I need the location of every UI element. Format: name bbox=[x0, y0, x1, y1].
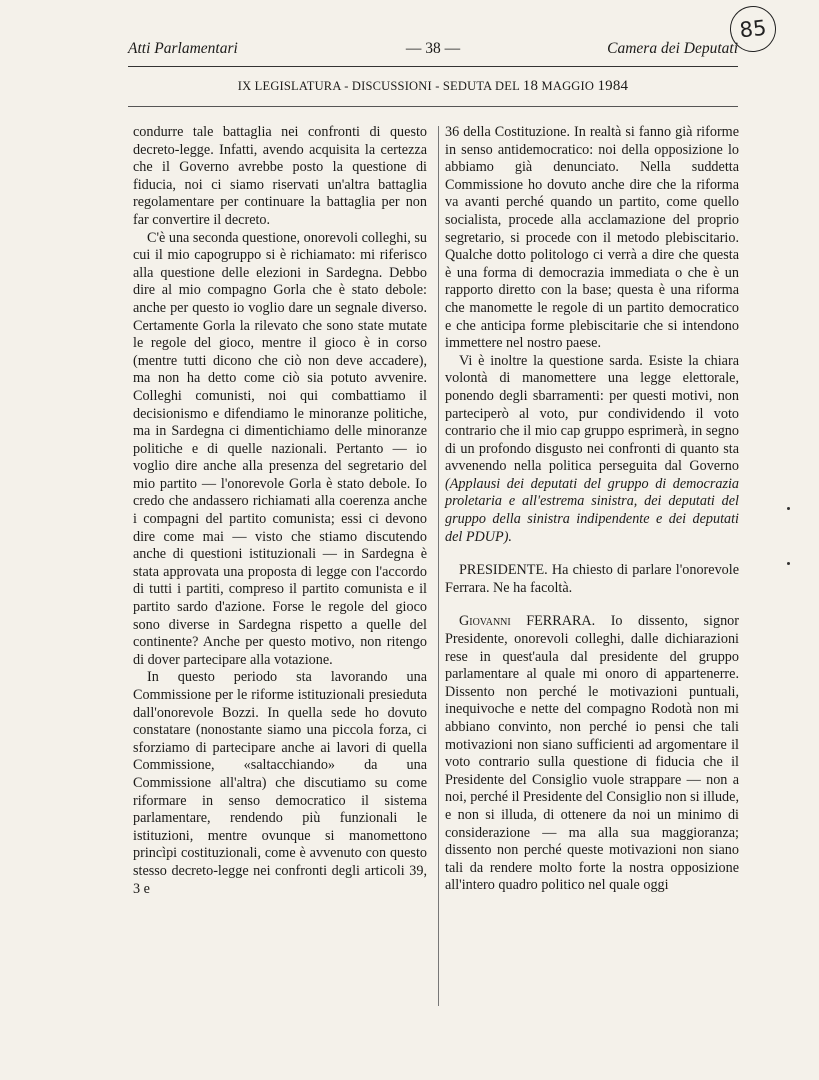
subheader-rule bbox=[128, 106, 738, 107]
president-intervention bbox=[445, 562, 739, 597]
header-rule bbox=[128, 66, 738, 67]
page-number: — 38 — bbox=[405, 40, 461, 57]
session-day: 18 bbox=[522, 78, 539, 94]
handwritten-page-stamp: 85 bbox=[728, 4, 779, 55]
speech-text: Io dissento, signor Presidente, onorevoli colleghi, dalle dichiarazioni rese in quest'aula dal presidente del gruppo parlamentare al quale mi onoro di appartenerre. Dissento non perché le motivazioni puntuali, inequivoche e nette del compagno Rodotà non mi abbiano convinto, non perché io pensi che tali motivazioni non siano sufficienti ad argomentare il voto contrario sulla questione di fiducia che il Presidente del Consiglio vuole strappare — non a noi, perché il Presidente del Consiglio non si illude, e non si illuda, di ottenere da noi un minimo di considerazione — ma alla sua maggioranza; dissento non perché queste motivazioni non siano tali da rendere molto forte la nostra opposizione all'intero quadro politico nel quale oggi bbox=[445, 613, 739, 894]
session-prefix: IX LEGISLATURA - DISCUSSIONI - SEDUTA DEL bbox=[237, 79, 520, 93]
speaker-name: PRESIDENTE. bbox=[459, 562, 548, 579]
column-divider bbox=[438, 126, 439, 1006]
paragraph: In questo periodo sta lavorando una Commissione per le riforme istituzionali presieduta dall'onorevole Bozzi. In quella sede ho dovuto constatare (nonostante siamo una piccola forza, ci sforziamo di partecipare anche ai lavori di quella Commissione, «saltacchiando» da una Commissione all'altra) che discutiamo su come riformare in senso democratico il sistema parlamentare, rendendo più funzionali le istituzioni, mentre ovunque si manomettono princìpi costituzionali, come è avvenuto con questo stesso decreto-legge nei confronti degli articoli 39, 3 e bbox=[133, 669, 427, 897]
header-publication: Atti Parlamentari bbox=[128, 40, 238, 57]
session-subheader bbox=[128, 78, 738, 95]
session-year: 1984 bbox=[597, 78, 629, 94]
paragraph bbox=[445, 353, 739, 547]
right-column bbox=[445, 124, 739, 895]
speaker-first-name: Giovanni bbox=[459, 613, 511, 630]
left-column bbox=[133, 124, 427, 898]
speaker-last-name: FERRARA. bbox=[526, 613, 596, 630]
paragraph: C'è una seconda questione, onorevoli colleghi, su cui il mio capogruppo si è richiamato: mi riferisco alla questione delle elezioni in Sardegna. Debbo dire al mio compagno Gorla che è stato debole: anche per questo io voglio dare un segnale diverso. Certamente Gorla la rilevato che sono state mutate le regole del gioco, mentre il gioco è in corso (mentre tutti dicono che ciò non deve accadere), ma non ha detto come ciò sia potuto avvenire. Colleghi comunisti, noi qui combattiamo il decisionismo e difendiamo le minoranze politiche, ma in Sardegna ci dimentichiamo delle minoranze politiche e di quelle nazionali. Pertanto — io voglio dire anche alla presenza del segretario del mio partito — l'onorevole Gorla è stato debole. Io credo che andassero richiamati alla coerenza anche i compagni del partito comunista; essi ci devono dire come mai — visto che stiamo discutendo anche di questioni istituzionali — in Sardegna è stata approvata una proposta di legge con l'accordo di tutti i partiti, compreso il partito comunista e il partito sardo d'azione. Forse le regole del gioco sono diverse in Sardegna rispetto a quelle del continente? Anche per questo motivo, non ritengo di dover partecipare alla votazione. bbox=[133, 229, 427, 668]
applause-note: (Applausi dei deputati del gruppo di democrazia proletaria e all'estrema sinistra, dei deputati del gruppo della sinistra indipendente e dei deputati del PDUP). bbox=[445, 475, 739, 545]
session-month: MAGGIO bbox=[541, 79, 595, 93]
ferrara-intervention bbox=[445, 613, 739, 895]
header-chamber: Camera dei Deputati bbox=[607, 40, 738, 57]
paragraph: condurre tale battaglia nei confronti di questo decreto-legge. Infatti, avendo acquisita la certezza che il Governo avrebbe posto la questione di fiducia, noi ci siamo riservati un'altra battaglia regolamentare per continuare la battaglia per non far convertire il decreto. bbox=[133, 124, 427, 228]
margin-mark bbox=[787, 562, 790, 565]
page-header bbox=[128, 40, 738, 62]
paragraph: 36 della Costituzione. In realtà si fanno già riforme in senso antidemocratico: noi della opposizione lo abbiamo già denunciato. Nella suddetta Commissione ho dovuto anche dire che la riforma va avanti perché quando un partito, come quello socialista, procede alla acclamazione del proprio segretario, si procede con il metodo plebiscitario. Qualche dotto politologo ci verrà a dire che questa è una forma di democrazia immediata o che è un rapporto diretto con la base; questa è una riforma che manomette le regole di un partito democratico e che anticipa forme plebiscitarie che si intendono immettere nel nostro paese. bbox=[445, 124, 739, 352]
speech-text: Ha chiesto di parlare l'onorevole Ferrara. Ne ha facoltà. bbox=[445, 562, 740, 596]
paragraph-text: Vi è inoltre la questione sarda. Esiste la chiara volontà di manomettere una legge elettorale, ponendo degli sbarramenti: per questi motivi, non parteciperò al voto, pur condividendo il voto contrario che il mio cap gruppo esprimerà, in segno di un profondo disgusto nei confronti di quanto sta avvenendo nella politica perseguita dal Governo bbox=[445, 352, 739, 475]
margin-mark bbox=[787, 507, 790, 510]
